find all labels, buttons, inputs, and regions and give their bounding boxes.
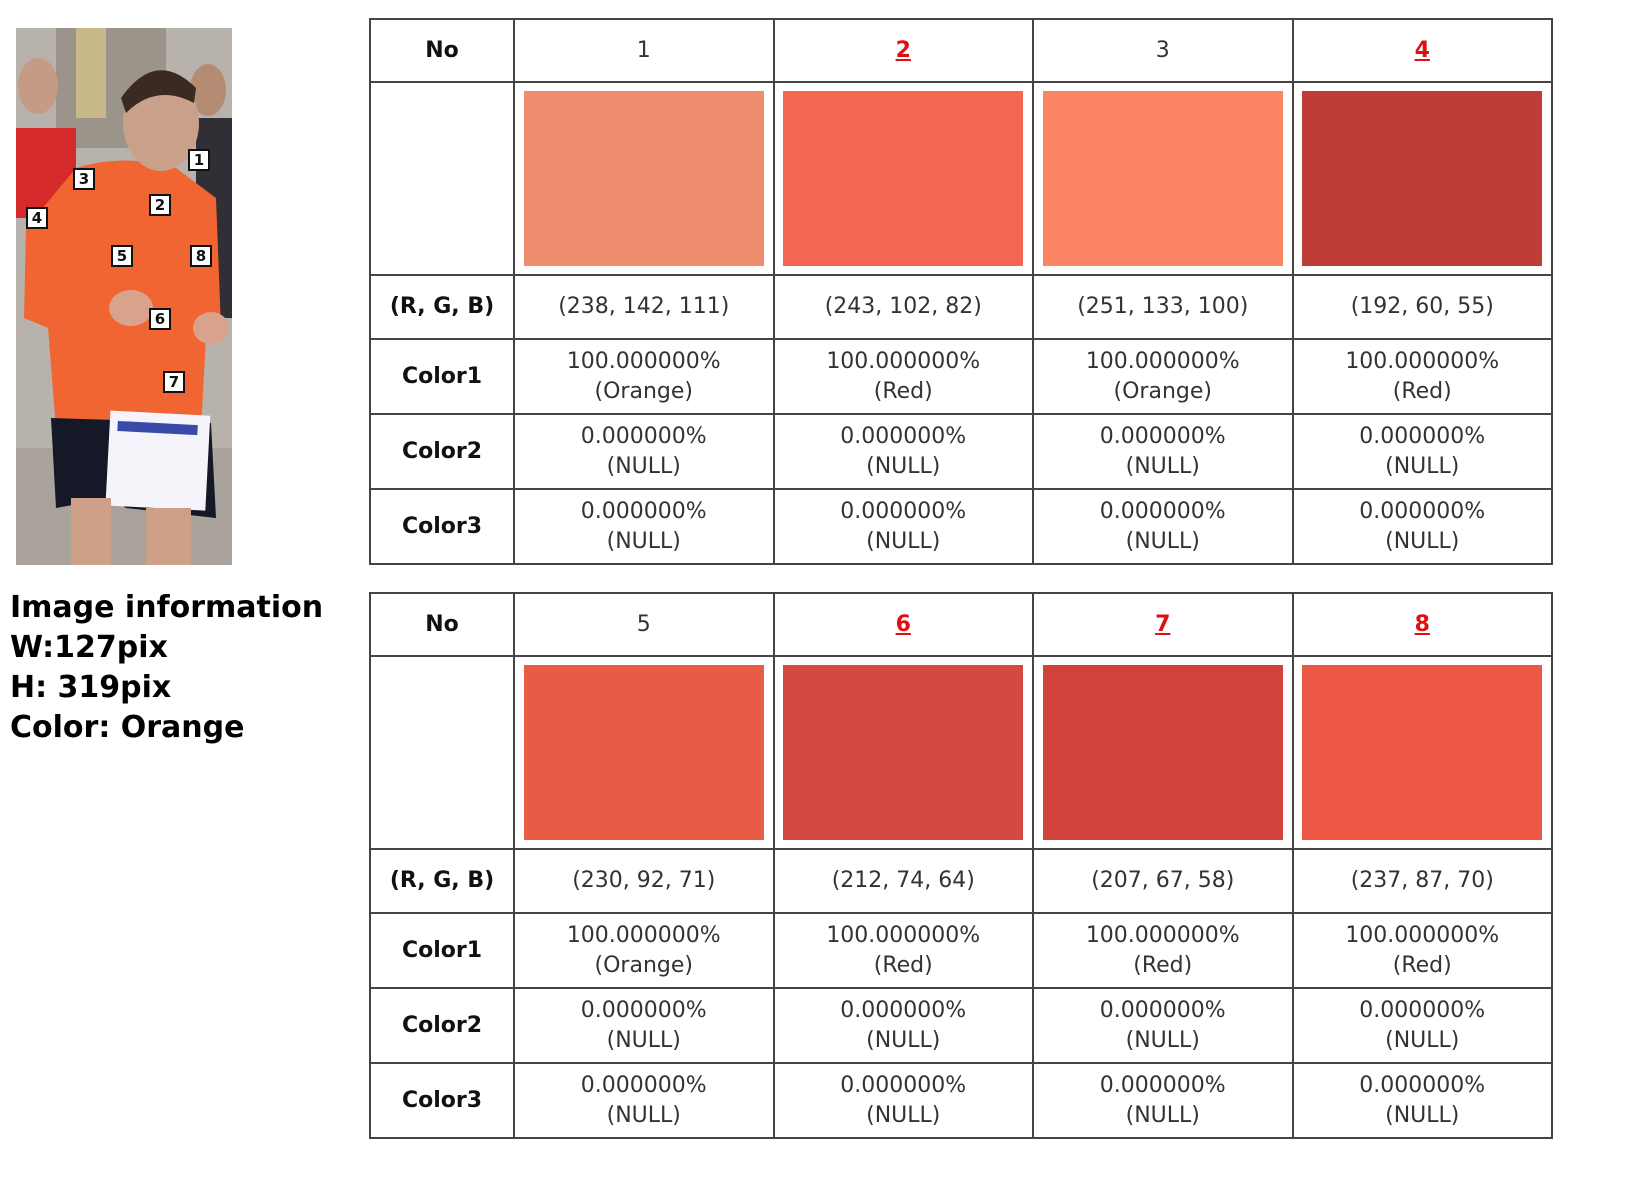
color-table-top [369,18,1553,565]
sample-number-text: 4 [1414,37,1430,63]
color-percent: 0.000000% [1359,423,1486,449]
color3-cell [514,489,774,564]
color1-cell [1033,913,1293,988]
table-row-color2 [370,988,1552,1063]
row-label-color1: Color1 [370,339,514,414]
sample-number-text: 5 [636,611,651,637]
table-row-color3 [370,1063,1552,1138]
color3-cell [1293,489,1553,564]
color-name: (Orange) [1113,378,1212,404]
color-percent: 0.000000% [1099,1072,1226,1098]
color-percent: 0.000000% [840,423,967,449]
row-label-empty [370,82,514,275]
rgb-value: (251, 133, 100) [1033,275,1293,339]
sample-number-text: 2 [895,37,911,63]
sample-marker-7: 7 [163,371,185,393]
sample-marker-3: 3 [73,168,95,190]
sample-number [1033,593,1293,656]
table-row-swatch [370,82,1552,275]
color-percent: 0.000000% [580,498,707,524]
row-label-color3: Color3 [370,489,514,564]
swatch-cell [514,656,774,849]
table-row-rgb [370,849,1552,913]
rgb-value: (192, 60, 55) [1293,275,1553,339]
color-swatch [783,91,1023,266]
swatch-cell [774,656,1034,849]
swatch-cell [1033,656,1293,849]
color-name: (Red) [1392,952,1452,978]
color-percent: 100.000000% [1085,348,1240,374]
color-swatch [1302,665,1542,840]
sample-number-text: 7 [1155,611,1171,637]
color3-cell [1033,489,1293,564]
row-label-no: No [370,593,514,656]
color-name: (NULL) [1385,528,1460,554]
color-name: (NULL) [1385,1027,1460,1053]
table-row-no [370,593,1552,656]
color2-cell [1033,414,1293,489]
color-name: (NULL) [1125,1102,1200,1128]
row-label-rgb: (R, G, B) [370,275,514,339]
swatch-cell [1293,82,1553,275]
color-name: (NULL) [866,528,941,554]
color-name: (Red) [873,378,933,404]
color-name: (NULL) [1125,528,1200,554]
color-percent: 0.000000% [1099,997,1226,1023]
color-swatch [524,91,764,266]
color-name: (NULL) [1385,453,1460,479]
color-name: (Red) [1392,378,1452,404]
sample-number [1033,19,1293,82]
swatch-cell [514,82,774,275]
table-row-no [370,19,1552,82]
color-percent: 0.000000% [1359,1072,1486,1098]
rgb-value: (207, 67, 58) [1033,849,1293,913]
sample-marker-4: 4 [26,207,48,229]
rgb-value: (230, 92, 71) [514,849,774,913]
info-width: W:127pix [10,630,168,665]
color-percent: 100.000000% [566,348,721,374]
rgb-value: (238, 142, 111) [514,275,774,339]
sample-number [1293,593,1553,656]
image-information [10,588,323,748]
table-row-color2 [370,414,1552,489]
color1-cell [1293,339,1553,414]
sample-number [514,19,774,82]
sample-marker-5: 5 [111,245,133,267]
color3-cell [1033,1063,1293,1138]
color-name: (NULL) [606,1027,681,1053]
sample-number-text: 6 [895,611,911,637]
sample-number [514,593,774,656]
color-name: (NULL) [1385,1102,1460,1128]
sample-marker-6: 6 [149,308,171,330]
color-name: (NULL) [866,1102,941,1128]
color-name: (NULL) [606,528,681,554]
color-name: (Orange) [594,952,693,978]
color1-cell [1293,913,1553,988]
info-height: H: 319pix [10,670,172,705]
row-label-color1: Color1 [370,913,514,988]
color2-cell [1293,414,1553,489]
color-percent: 100.000000% [1345,348,1500,374]
color-name: (NULL) [606,1102,681,1128]
color2-cell [774,988,1034,1063]
sample-number [774,593,1034,656]
color-percent: 100.000000% [1085,922,1240,948]
color-percent: 0.000000% [1099,498,1226,524]
color1-cell [774,339,1034,414]
rgb-value: (237, 87, 70) [1293,849,1553,913]
rgb-value: (243, 102, 82) [774,275,1034,339]
sample-number [1293,19,1553,82]
color-name: (Orange) [594,378,693,404]
row-label-empty [370,656,514,849]
swatch-cell [1033,82,1293,275]
color-percent: 100.000000% [826,348,981,374]
color-name: (NULL) [866,1027,941,1053]
sample-marker-2: 2 [149,194,171,216]
color2-cell [774,414,1034,489]
color-percent: 0.000000% [580,997,707,1023]
row-label-color3: Color3 [370,1063,514,1138]
runner-illustration [16,28,232,565]
color-table-bottom [369,592,1553,1139]
color1-cell [514,913,774,988]
sample-number-text: 3 [1155,37,1170,63]
swatch-cell [1293,656,1553,849]
color3-cell [514,1063,774,1138]
color2-cell [514,414,774,489]
runner-photo [16,28,232,565]
sample-marker-1: 1 [188,149,210,171]
color3-cell [774,489,1034,564]
row-label-rgb: (R, G, B) [370,849,514,913]
rgb-value: (212, 74, 64) [774,849,1034,913]
color1-cell [514,339,774,414]
color-name: (Red) [1133,952,1193,978]
color-percent: 0.000000% [1359,997,1486,1023]
color-swatch [783,665,1023,840]
info-title: Image information [10,590,324,625]
table-row-color1 [370,913,1552,988]
row-label-color2: Color2 [370,414,514,489]
color-percent: 0.000000% [580,423,707,449]
color-swatch [524,665,764,840]
color3-cell [1293,1063,1553,1138]
color-swatch [1043,91,1283,266]
sample-marker-8: 8 [190,245,212,267]
color-percent: 100.000000% [1345,922,1500,948]
color-swatch [1302,91,1542,266]
color1-cell [1033,339,1293,414]
color-swatch [1043,665,1283,840]
color-percent: 100.000000% [826,922,981,948]
table-row-rgb [370,275,1552,339]
color-percent: 0.000000% [1099,423,1226,449]
sample-number-text: 1 [636,37,651,63]
color-name: (NULL) [866,453,941,479]
row-label-color2: Color2 [370,988,514,1063]
color-percent: 100.000000% [566,922,721,948]
color-percent: 0.000000% [840,498,967,524]
table-row-color3 [370,489,1552,564]
color-name: (Red) [873,952,933,978]
color2-cell [1033,988,1293,1063]
color-name: (NULL) [1125,453,1200,479]
color3-cell [774,1063,1034,1138]
color-percent: 0.000000% [840,997,967,1023]
table-row-color1 [370,339,1552,414]
info-color: Color: Orange [10,710,245,745]
color2-cell [514,988,774,1063]
sample-number [774,19,1034,82]
sample-number-text: 8 [1414,611,1430,637]
color1-cell [774,913,1034,988]
color-name: (NULL) [606,453,681,479]
color-percent: 0.000000% [840,1072,967,1098]
color-percent: 0.000000% [1359,498,1486,524]
color-name: (NULL) [1125,1027,1200,1053]
color-percent: 0.000000% [580,1072,707,1098]
swatch-cell [774,82,1034,275]
table-row-swatch [370,656,1552,849]
row-label-no: No [370,19,514,82]
color2-cell [1293,988,1553,1063]
